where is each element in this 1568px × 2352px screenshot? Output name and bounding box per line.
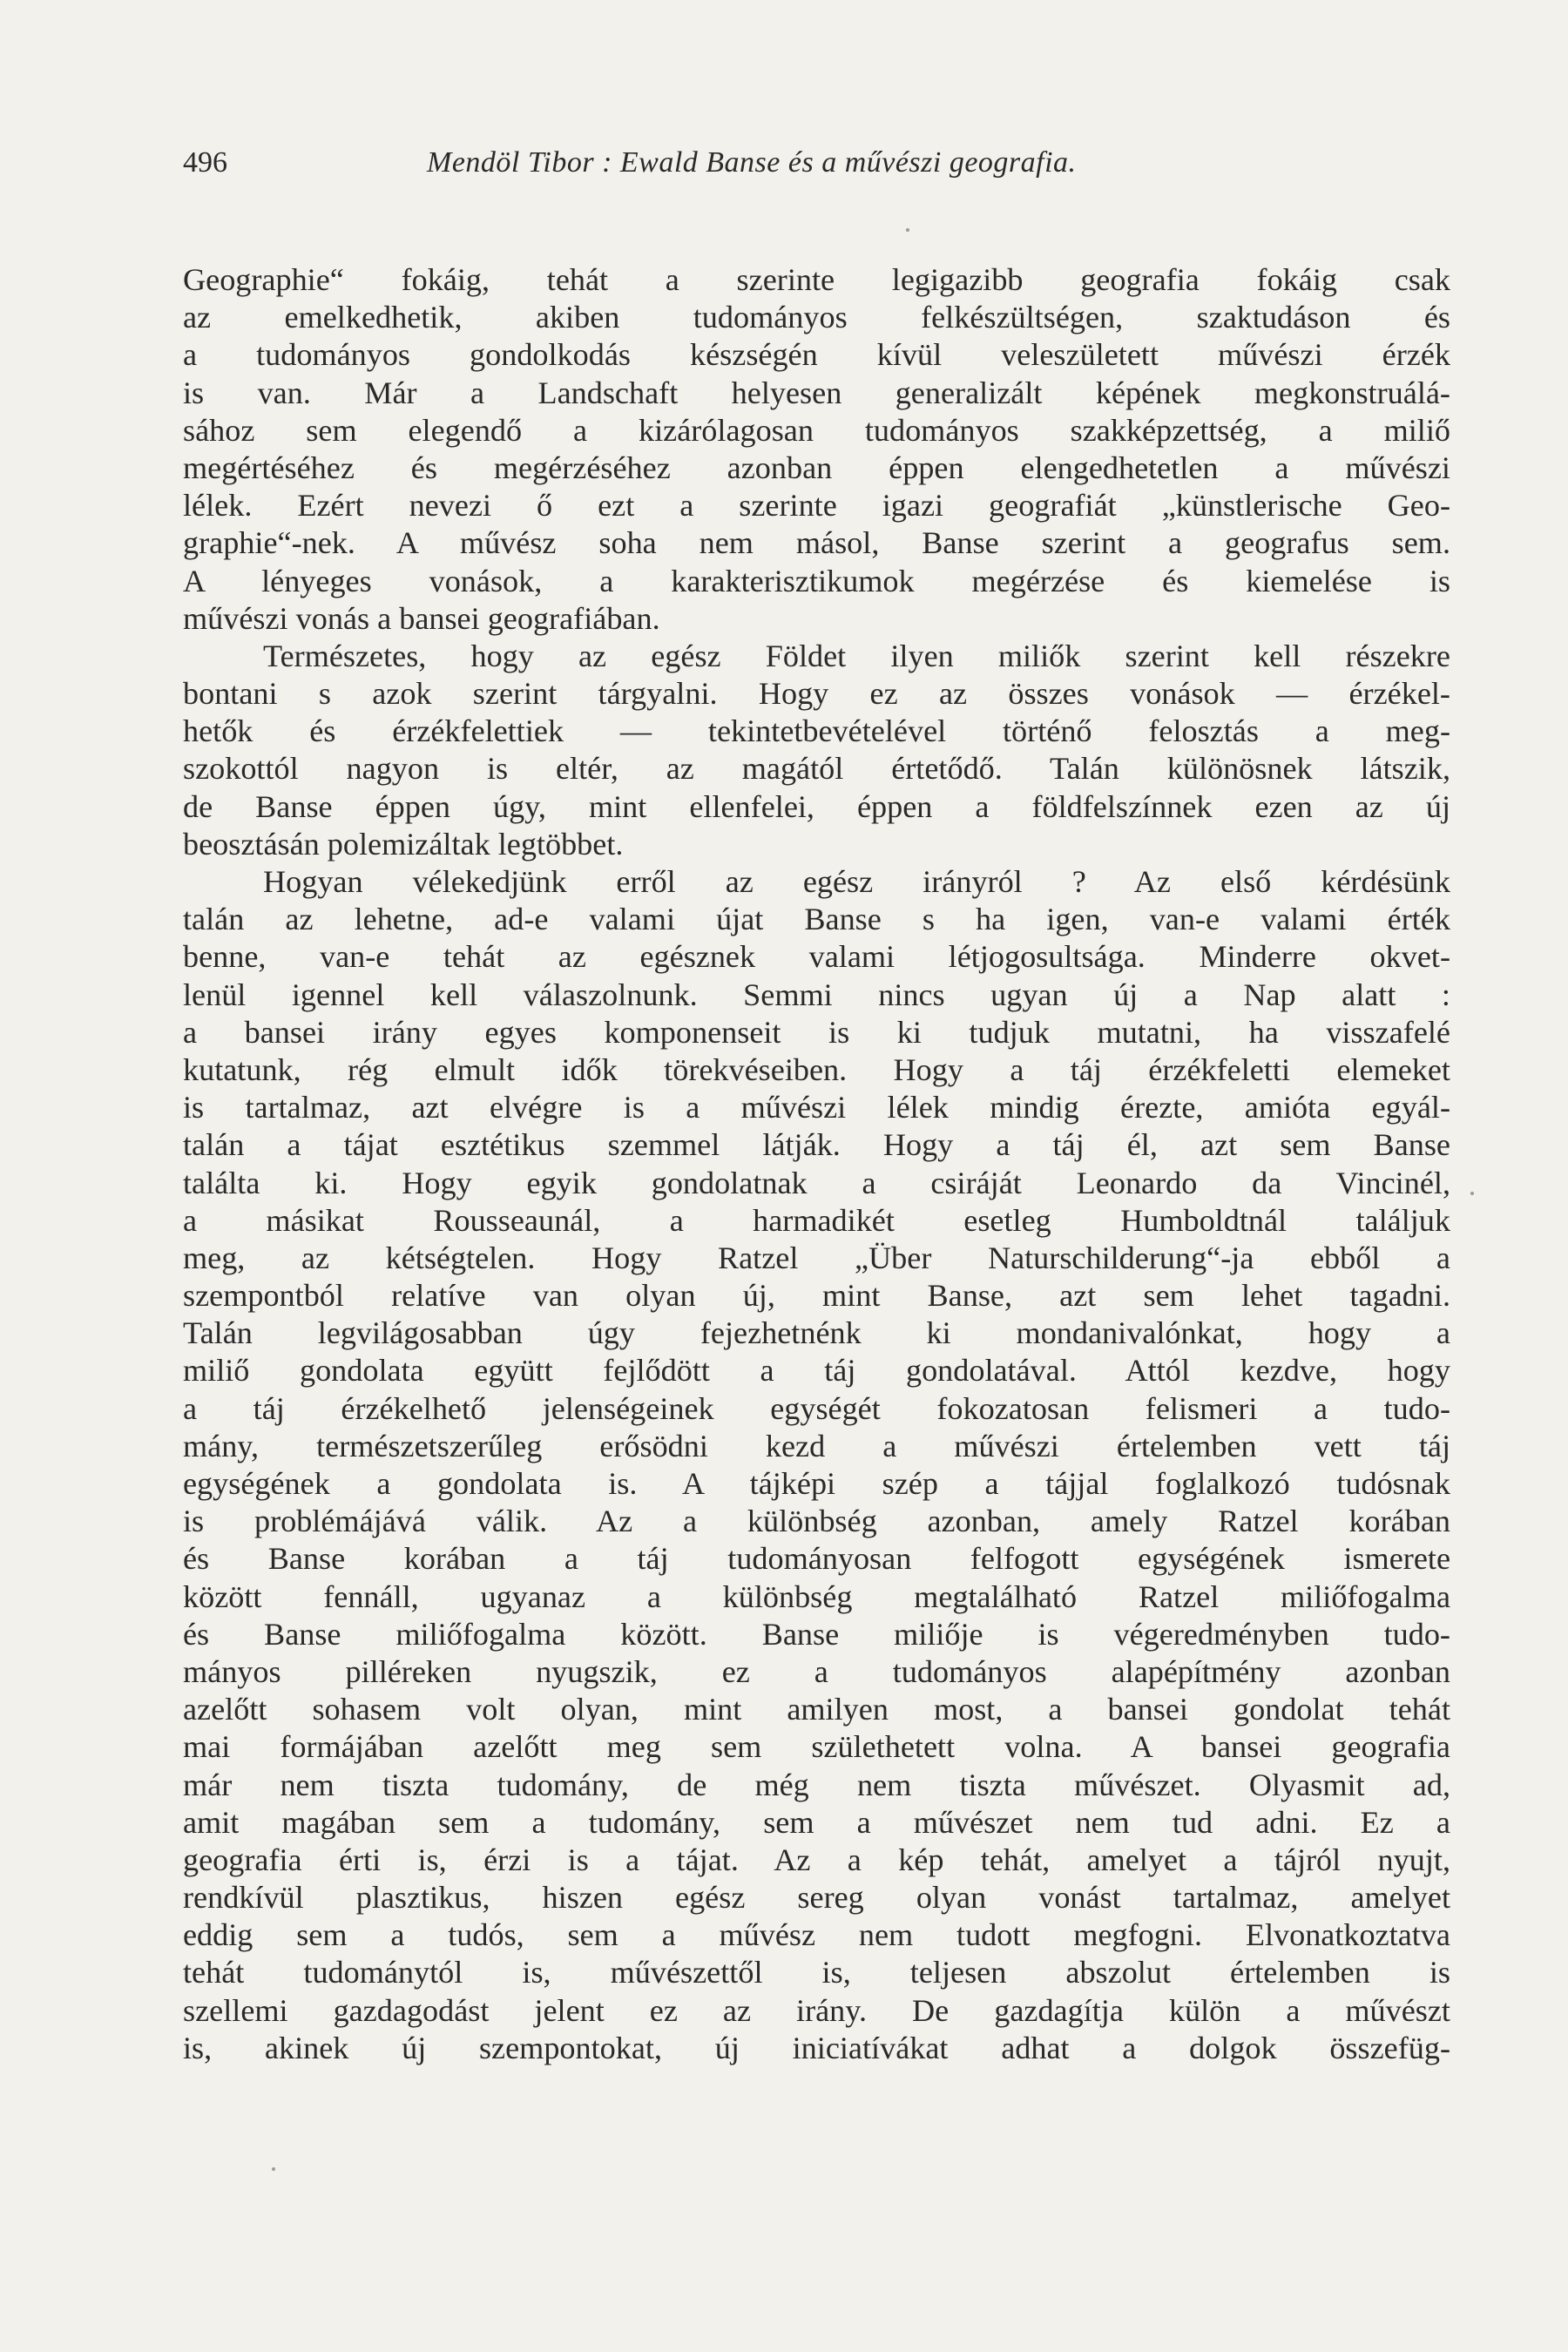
text-line: is van. Már a Landschaft helyesen generalizált képének megkonstruálá- [183, 375, 1450, 410]
text-line: amit magában sem a tudomány, sem a művészet nem tud adni. Ez a [183, 1804, 1450, 1840]
text-line: de Banse éppen úgy, mint ellenfelei, éppen a földfelszínnek ezen az új [183, 788, 1450, 824]
text-line: talán az lehetne, ad-e valami újat Banse s ha igen, van-e valami érték [183, 902, 1450, 937]
text-line: sához sem elegendő a kizárólagosan tudományos szakképzettség, a miliő [183, 412, 1450, 448]
paper-speck [272, 2167, 275, 2171]
text-line: tehát tudománytól is, művészettől is, teljesen abszolut értelemben is [183, 1955, 1450, 1990]
text-line: A lényeges vonások, a karakterisztikumok megérzése és kiemelése is [183, 563, 1450, 598]
page-number: 496 [183, 146, 227, 179]
text-line: szellemi gazdagodást jelent ez az irány. De gazdagítja külön a művészt [183, 1992, 1450, 2028]
text-line: lenül igennel kell válaszolnunk. Semmi nincs ugyan új a Nap alatt : [183, 977, 1450, 1012]
text-line: megértéséhez és megérzéséhez azonban éppen elengedhetetlen a művészi [183, 449, 1450, 485]
text-line: eddig sem a tudós, sem a művész nem tudott megfogni. Elvonatkoztatva [183, 1917, 1450, 1953]
text-line: Természetes, hogy az egész Földet ilyen miliők szerint kell részekre [263, 638, 1450, 673]
text-line: is tartalmaz, azt elvégre is a művészi lélek mindig érezte, amióta egyál- [183, 1090, 1450, 1125]
text-line: kutatunk, rég elmult idők törekvéseiben. Hogy a táj érzékfeletti elemeket [183, 1051, 1450, 1087]
text-line: rendkívül plasztikus, hiszen egész sereg olyan vonást tartalmaz, amelyet [183, 1880, 1450, 1916]
text-line: az emelkedhetik, akiben tudományos felkészültségen, szaktudáson és [183, 300, 1450, 335]
text-line: hetők és érzékfelettiek — tekintetbevételével történő felosztás a meg- [183, 713, 1450, 749]
text-line: a táj érzékelhető jelenségeinek egységét fokozatosan felismeri a tudo- [183, 1390, 1450, 1426]
text-line: meg, az kétségtelen. Hogy Ratzel „Über Naturschilderung“-ja ebből a [183, 1240, 1450, 1275]
text-line: mányos pilléreken nyugszik, ez a tudományos alapépítmény azonban [183, 1653, 1450, 1689]
text-line: talán a tájat esztétikus szemmel látják. Hogy a táj él, azt sem Banse [183, 1127, 1450, 1163]
text-line: beosztásán polemizáltak legtöbbet. [183, 826, 624, 862]
paper-speck [906, 228, 909, 232]
text-line: a másikat Rousseaunál, a harmadikét esetleg Humboldtnál találjuk [183, 1202, 1450, 1238]
paper-speck [1470, 1192, 1474, 1195]
text-line: is problémájává válik. Az a különbség azonban, amely Ratzel korában [183, 1504, 1450, 1539]
text-line: között fennáll, ugyanaz a különbség megtalálható Ratzel miliőfogalma [183, 1578, 1450, 1614]
text-line: a bansei irány egyes komponenseit is ki tudjuk mutatni, ha visszafelé [183, 1014, 1450, 1050]
text-line: miliő gondolata együtt fejlődött a táj gondolatával. Attól kezdve, hogy [183, 1353, 1450, 1389]
text-line: Hogyan vélekedjünk erről az egész irányról ? Az első kérdésünk [263, 864, 1450, 899]
text-line: benne, van-e tehát az egésznek valami létjogosultsága. Minderre okvet- [183, 939, 1450, 975]
running-head: Mendöl Tibor : Ewald Banse és a művészi geografia. [427, 146, 1077, 179]
text-line: mány, természetszerűleg erősödni kezd a művészi értelemben vett táj [183, 1428, 1450, 1463]
text-line: és Banse korában a táj tudományosan felfogott egységének ismerete [183, 1541, 1450, 1577]
page-header [183, 146, 1385, 190]
text-line: egységének a gondolata is. A tájképi szép a tájjal foglalkozó tudósnak [183, 1466, 1450, 1501]
text-line: geografia érti is, érzi is a tájat. Az a kép tehát, amelyet a tájról nyujt, [183, 1842, 1450, 1877]
text-line: Geographie“ fokáig, tehát a szerinte legigazibb geografia fokáig csak [183, 262, 1450, 297]
text-line: a tudományos gondolkodás készségén kívül veleszületett művészi érzék [183, 337, 1450, 373]
text-line: szempontból relatíve van olyan új, mint Banse, azt sem lehet tagadni. [183, 1278, 1450, 1314]
text-line: szokottól nagyon is eltér, az magától értetődő. Talán különösnek látszik, [183, 751, 1450, 787]
text-line: graphie“-nek. A művész soha nem másol, Banse szerint a geografus sem. [183, 525, 1450, 561]
text-line: művészi vonás a bansei geografiában. [183, 600, 660, 636]
body-text [183, 261, 1450, 2067]
text-line: lélek. Ezért nevezi ő ezt a szerinte igazi geografiát „künstlerische Geo- [183, 488, 1450, 524]
text-line: Talán legvilágosabban úgy fejezhetnénk ki mondanivalónkat, hogy a [183, 1315, 1450, 1351]
text-line: azelőtt sohasem volt olyan, mint amilyen most, a bansei gondolat tehát [183, 1692, 1450, 1727]
text-line: bontani s azok szerint tárgyalni. Hogy ez az összes vonások — érzékel- [183, 676, 1450, 712]
text-line: mai formájában azelőtt meg sem születhetett volna. A bansei geografia [183, 1729, 1450, 1765]
text-line: és Banse miliőfogalma között. Banse miliője is végeredményben tudo- [183, 1616, 1450, 1652]
text-line: is, akinek új szempontokat, új iniciatívákat adhat a dolgok összefüg- [183, 2030, 1450, 2065]
text-line: találta ki. Hogy egyik gondolatnak a csiráját Leonardo da Vincinél, [183, 1165, 1450, 1200]
text-line: már nem tiszta tudomány, de még nem tiszta művészet. Olyasmit ad, [183, 1767, 1450, 1802]
